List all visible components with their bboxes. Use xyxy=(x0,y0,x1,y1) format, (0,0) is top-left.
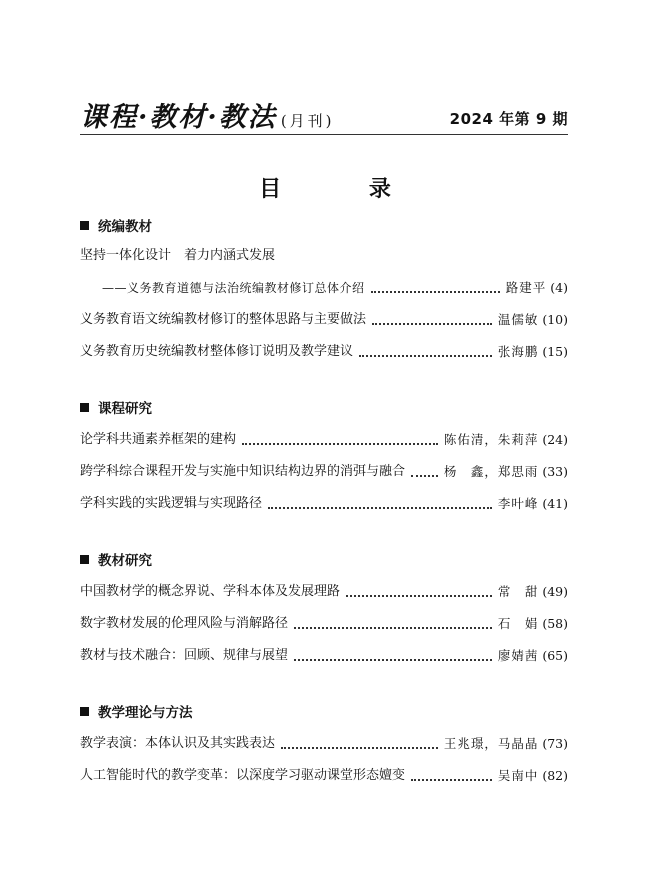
square-bullet-icon xyxy=(80,555,89,564)
entry-title: 教学表演：本体认识及其实践表达 xyxy=(80,736,276,751)
entry-title: 义务教育语文统编教材修订的整体思路与主要做法 xyxy=(80,312,367,327)
entry-authors: 廖婧茜 xyxy=(497,648,539,663)
entry-page: (10) xyxy=(542,312,568,327)
leader-dots xyxy=(268,507,492,509)
entry-page: (41) xyxy=(542,496,568,511)
entry-title: 论学科共通素养框架的建构 xyxy=(80,432,237,447)
toc-entry[interactable] xyxy=(80,766,568,786)
entry-title: 学科实践的实践逻辑与实现路径 xyxy=(80,496,263,511)
toc-entry[interactable] xyxy=(80,734,568,754)
entry-authors: 石 娟 xyxy=(497,616,539,631)
entry-page: (58) xyxy=(542,616,568,631)
entry-authors: 张海鹏 xyxy=(497,344,539,359)
entry-page: (73) xyxy=(542,736,568,751)
toc-entry[interactable] xyxy=(80,582,568,602)
toc-entry[interactable] xyxy=(80,310,568,330)
entry-page: (33) xyxy=(542,464,568,479)
square-bullet-icon xyxy=(80,707,89,716)
entry-page: (65) xyxy=(542,648,568,663)
entry-title: 跨学科综合课程开发与实施中知识结构边界的消弭与融合 xyxy=(80,464,406,479)
entry-authors: 陈佑清，朱莉萍 xyxy=(443,432,539,447)
toc-entry-title-line[interactable]: 坚持一体化设计 着力内涵式发展 xyxy=(80,248,276,263)
toc-entry[interactable] xyxy=(80,614,568,634)
entry-page: (49) xyxy=(542,584,568,599)
entry-authors: 王兆璟，马晶晶 xyxy=(443,736,539,751)
entry-title: 义务教育历史统编教材整体修订说明及教学建议 xyxy=(80,344,354,359)
journal-subtitle: (月刊) xyxy=(280,112,335,130)
issue-number: 2024 年第 9 期 xyxy=(449,110,568,128)
toc-entry[interactable] xyxy=(80,494,568,514)
entry-page: (24) xyxy=(542,432,568,447)
leader-dots xyxy=(242,443,438,445)
square-bullet-icon xyxy=(80,403,89,412)
entry-title: 数字教材发展的伦理风险与消解路径 xyxy=(80,616,289,631)
entry-authors: 常 甜 xyxy=(497,584,539,599)
journal-title: 课程·教材·教法 xyxy=(80,102,277,133)
section-heading: 教材研究 xyxy=(80,552,152,570)
header-rule xyxy=(80,134,568,135)
leader-dots xyxy=(294,659,492,661)
entry-title: 人工智能时代的教学变革：以深度学习驱动课堂形态嬗变 xyxy=(80,768,406,783)
leader-dots xyxy=(371,291,500,293)
toc-entry[interactable] xyxy=(80,430,568,450)
entry-title: 教材与技术融合：回顾、规律与展望 xyxy=(80,648,289,663)
entry-authors: 路建平 xyxy=(505,280,547,295)
leader-dots xyxy=(294,627,492,629)
entry-page: (15) xyxy=(542,344,568,359)
toc-entry[interactable] xyxy=(80,342,568,362)
leader-dots xyxy=(411,779,492,781)
entry-authors: 杨 鑫，郑思雨 xyxy=(443,464,539,479)
entry-authors: 吴南中 xyxy=(497,768,539,783)
entry-page: (4) xyxy=(550,280,568,295)
leader-dots xyxy=(359,355,492,357)
leader-dots xyxy=(346,595,492,597)
leader-dots xyxy=(372,323,492,325)
section-heading: 课程研究 xyxy=(80,400,152,418)
page-header xyxy=(80,94,568,134)
entry-title: ——义务教育道德与法治统编教材修订总体介绍 xyxy=(102,281,365,295)
entry-page: (82) xyxy=(542,768,568,783)
section-heading: 教学理论与方法 xyxy=(80,704,193,722)
entry-authors: 李叶峰 xyxy=(497,496,539,511)
entry-title: 中国教材学的概念界说、学科本体及发展理路 xyxy=(80,584,341,599)
leader-dots xyxy=(281,747,438,749)
section-heading: 统编教材 xyxy=(80,218,152,236)
journal-masthead xyxy=(80,95,335,134)
toc-entry[interactable] xyxy=(80,462,568,482)
square-bullet-icon xyxy=(80,221,89,230)
toc-entry[interactable] xyxy=(80,646,568,666)
toc-title: 目 录 xyxy=(259,177,431,202)
entry-authors: 温儒敏 xyxy=(497,312,539,327)
toc-entry[interactable] xyxy=(80,278,568,298)
leader-dots xyxy=(411,475,438,477)
